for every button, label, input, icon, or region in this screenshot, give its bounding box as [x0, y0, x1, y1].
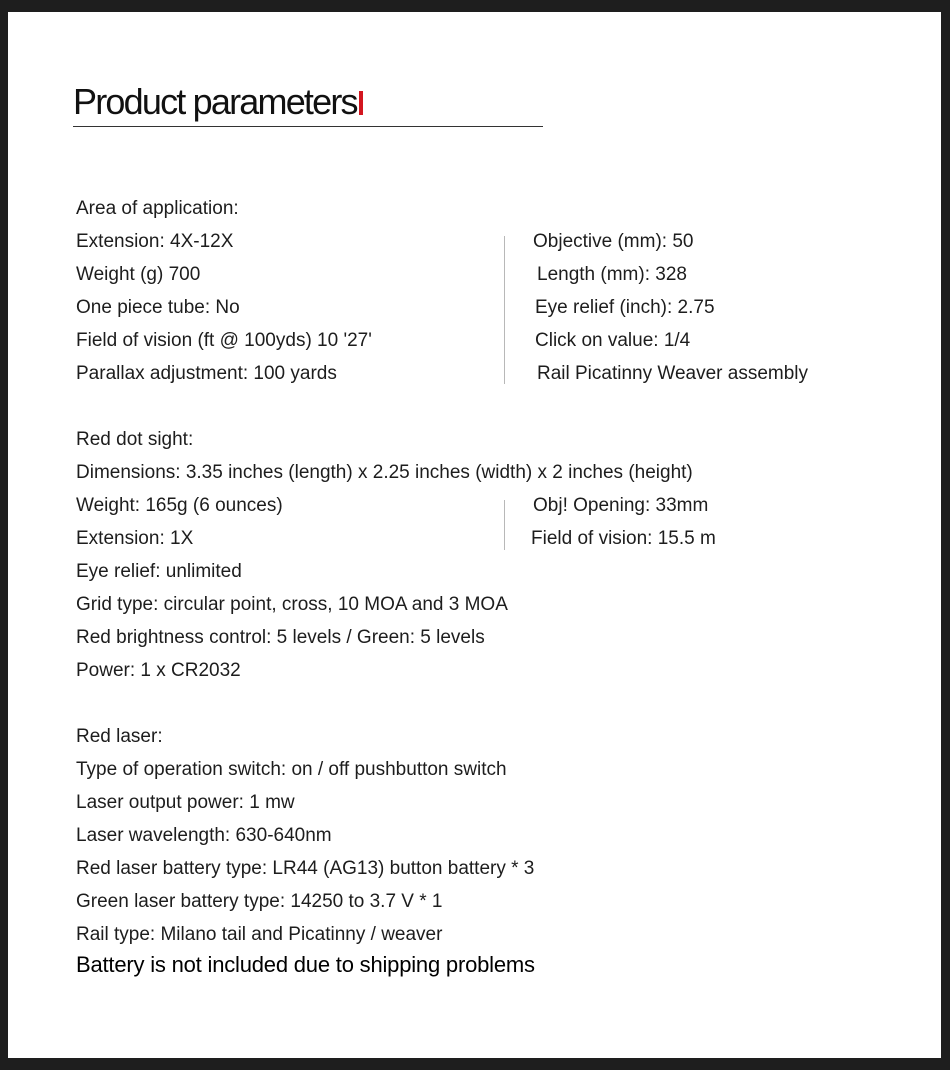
laser-spec: Type of operation switch: on / off pushbutton switch	[76, 759, 507, 780]
red-dot-spec-left: Extension: 1X	[76, 528, 194, 549]
laser-spec: Red laser battery type: LR44 (AG13) button battery * 3	[76, 858, 535, 879]
scope-spec-right: Length (mm): 328	[537, 264, 687, 285]
scope-spec-left: Extension: 4X-12X	[76, 231, 234, 252]
scope-spec-right: Rail Picatinny Weaver assembly	[537, 363, 809, 384]
scope-spec-left: Parallax adjustment: 100 yards	[76, 363, 337, 384]
page-title: Product parameters	[73, 81, 357, 122]
scope-spec-left: One piece tube: No	[76, 297, 240, 318]
scope-spec-left: Weight (g) 700	[76, 264, 201, 285]
scope-spec-right: Click on value: 1/4	[535, 330, 691, 351]
laser-spec: Green laser battery type: 14250 to 3.7 V * 1	[76, 891, 443, 912]
red-dot-spec-left: Weight: 165g (6 ounces)	[76, 495, 283, 516]
red-dot-spec: Red brightness control: 5 levels / Green: 5 levels	[76, 627, 485, 648]
laser-spec: Laser output power: 1 mw	[76, 792, 295, 813]
title-accent-bar	[359, 91, 363, 115]
scope-column-divider	[504, 236, 505, 384]
battery-note: Battery is not included due to shipping problems	[76, 952, 535, 977]
scope-heading: Area of application:	[76, 198, 239, 219]
scope-spec-left: Field of vision (ft @ 100yds) 10 '27'	[76, 330, 372, 351]
laser-spec: Rail type: Milano tail and Picatinny / weaver	[76, 924, 443, 945]
red-dot-spec: Grid type: circular point, cross, 10 MOA and 3 MOA	[76, 594, 508, 615]
red-dot-spec: Power: 1 x CR2032	[76, 660, 241, 681]
red-dot-spec-right: Obj! Opening: 33mm	[533, 495, 709, 516]
red-dot-spec: Eye relief: unlimited	[76, 561, 242, 582]
red-dot-column-divider	[504, 500, 505, 550]
laser-heading: Red laser:	[76, 726, 163, 747]
laser-spec: Laser wavelength: 630-640nm	[76, 825, 332, 846]
red-dot-heading: Red dot sight:	[76, 429, 194, 450]
scope-spec-right: Objective (mm): 50	[533, 231, 694, 252]
red-dot-spec-right: Field of vision: 15.5 m	[531, 528, 716, 549]
scope-spec-right: Eye relief (inch): 2.75	[535, 297, 715, 318]
title-underline	[73, 126, 543, 127]
red-dot-dimensions: Dimensions: 3.35 inches (length) x 2.25 inches (width) x 2 inches (height)	[76, 462, 693, 483]
